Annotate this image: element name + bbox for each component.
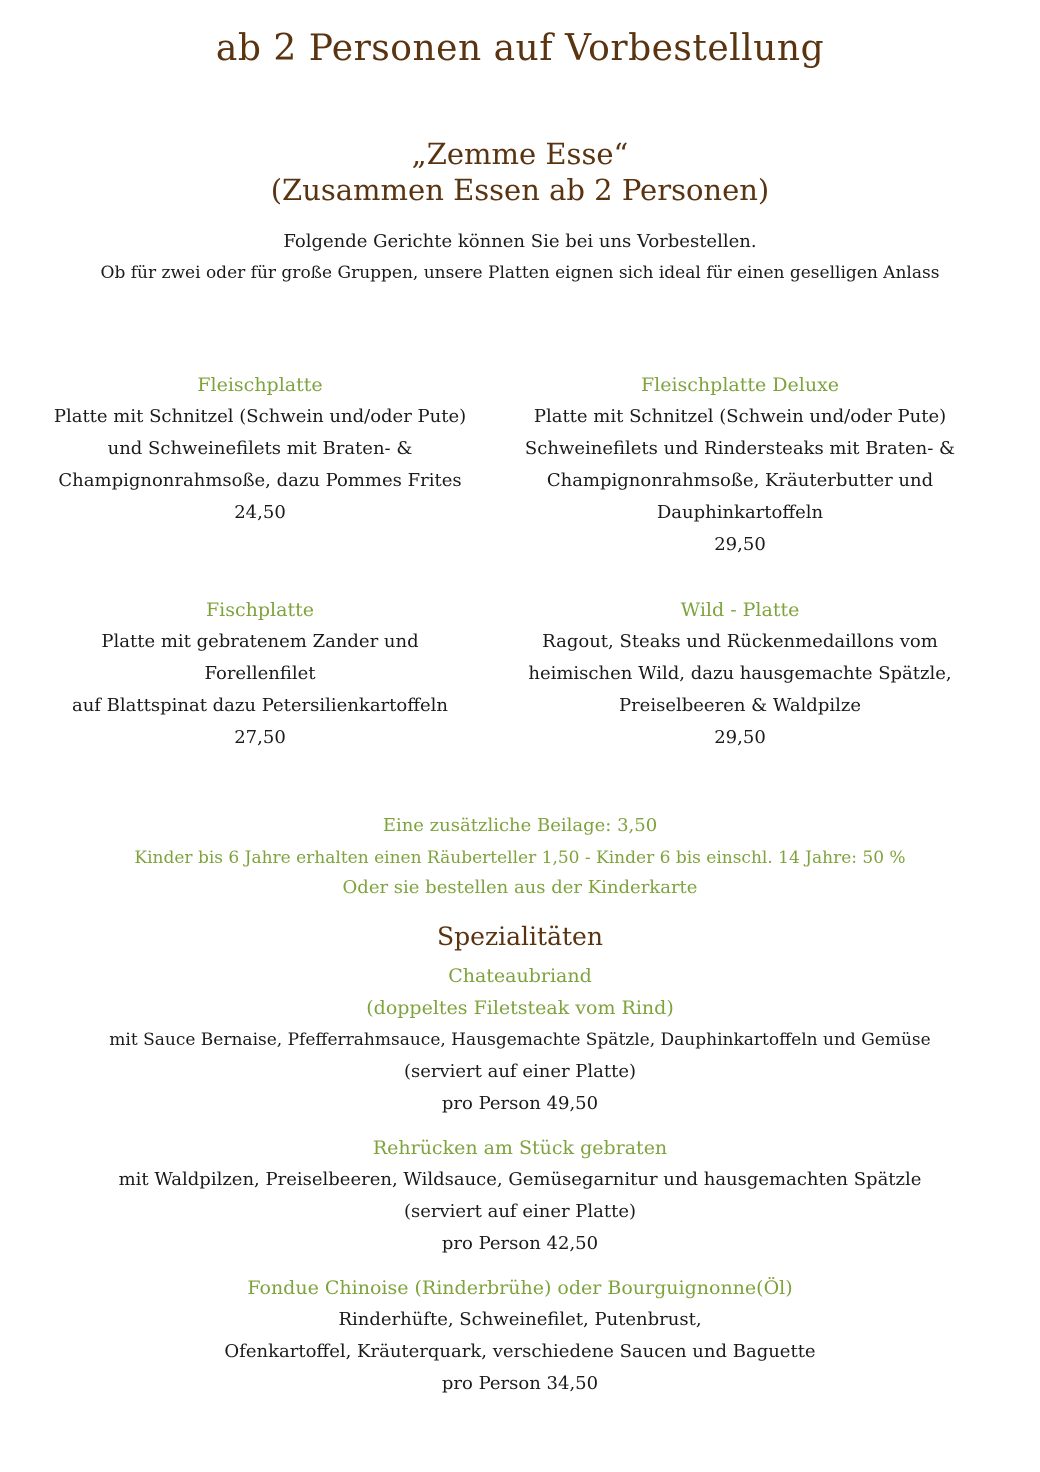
dish-title: Wild - Platte: [680, 599, 800, 621]
page-title: ab 2 Personen auf Vorbestellung: [215, 28, 825, 69]
fondue-price: pro Person 34,50: [441, 1373, 599, 1394]
subtitle-line-2: (Zusammen Essen ab 2 Personen): [270, 173, 770, 207]
subtitle-line-1: „Zemme Esse“: [411, 137, 629, 171]
dish-title: Fleischplatte: [197, 374, 323, 396]
chateaubriand-subtitle: (doppeltes Filetsteak vom Rind): [366, 997, 674, 1019]
dish-price: 27,50: [234, 727, 286, 748]
dish-line: auf Blattspinat dazu Petersilienkartoffeln: [71, 695, 449, 716]
rehruecken-price: pro Person 42,50: [441, 1233, 599, 1254]
platter-fleisch: [25, 369, 495, 529]
dish-price: 29,50: [714, 534, 766, 555]
dish-title: Fleischplatte Deluxe: [640, 374, 840, 396]
fondue-line-2: Ofenkartoffel, Kräuterquark, verschiedene Saucen und Baguette: [224, 1341, 816, 1362]
specials-heading: Spezialitäten: [437, 922, 603, 951]
chateaubriand-price: pro Person 49,50: [441, 1093, 599, 1114]
chateaubriand-desc: mit Sauce Bernaise, Pfefferrahmsauce, Hausgemachte Spätzle, Dauphinkartoffeln und Gemüse: [109, 1030, 931, 1050]
note-children: Kinder bis 6 Jahre erhalten einen Räuberteller 1,50 - Kinder 6 bis einschl. 14 Jahre: 50 %: [134, 848, 906, 868]
dish-line: und Schweinefilets mit Braten- &: [107, 438, 413, 459]
rehruecken-desc: mit Waldpilzen, Preiselbeeren, Wildsauce, Gemüsegarnitur und hausgemachten Spätzle: [118, 1169, 922, 1190]
intro-line-2: Ob für zwei oder für große Gruppen, unsere Platten eignen sich ideal für einen geselligen Anlass: [100, 263, 940, 283]
chateaubriand-serve: (serviert auf einer Platte): [403, 1061, 637, 1082]
rehruecken-serve: (serviert auf einer Platte): [403, 1201, 637, 1222]
dish-line: Schweinefilets und Rindersteaks mit Braten- &: [524, 438, 956, 459]
dish-price: 24,50: [234, 502, 286, 523]
dish-line: Champignonrahmsoße, Kräuterbutter und: [546, 470, 934, 491]
chateaubriand-title: Chateaubriand: [448, 965, 592, 987]
dish-line: Platte mit Schnitzel (Schwein und/oder Pute): [533, 406, 947, 427]
dish-line: Platte mit Schnitzel (Schwein und/oder Pute): [53, 406, 467, 427]
dish-line: Champignonrahmsoße, dazu Pommes Frites: [58, 470, 462, 491]
intro-line-1: Folgende Gerichte können Sie bei uns Vorbestellen.: [283, 231, 757, 252]
dish-line: Forellenfilet: [204, 663, 316, 684]
platter-wild: [505, 594, 975, 754]
fondue-title: Fondue Chinoise (Rinderbrühe) oder Bourguignonne(Öl): [247, 1277, 793, 1299]
dish-line: Platte mit gebratenem Zander und: [101, 631, 419, 652]
dish-price: 29,50: [714, 727, 766, 748]
fondue-line-1: Rinderhüfte, Schweinefilet, Putenbrust,: [338, 1309, 702, 1330]
dish-line: Preiselbeeren & Waldpilze: [618, 695, 862, 716]
note-extra-side: Eine zusätzliche Beilage: 3,50: [382, 815, 658, 836]
dish-line: heimischen Wild, dazu hausgemachte Spätzle,: [528, 663, 952, 684]
dish-title: Fischplatte: [206, 599, 314, 621]
platter-fleisch-deluxe: [505, 369, 975, 561]
note-kids-menu: Oder sie bestellen aus der Kinderkarte: [342, 877, 698, 898]
platter-fisch: [25, 594, 495, 754]
rehruecken-title: Rehrücken am Stück gebraten: [372, 1137, 668, 1159]
dish-line: Ragout, Steaks und Rückenmedaillons vom: [542, 631, 938, 652]
dish-line: Dauphinkartoffeln: [656, 502, 824, 523]
